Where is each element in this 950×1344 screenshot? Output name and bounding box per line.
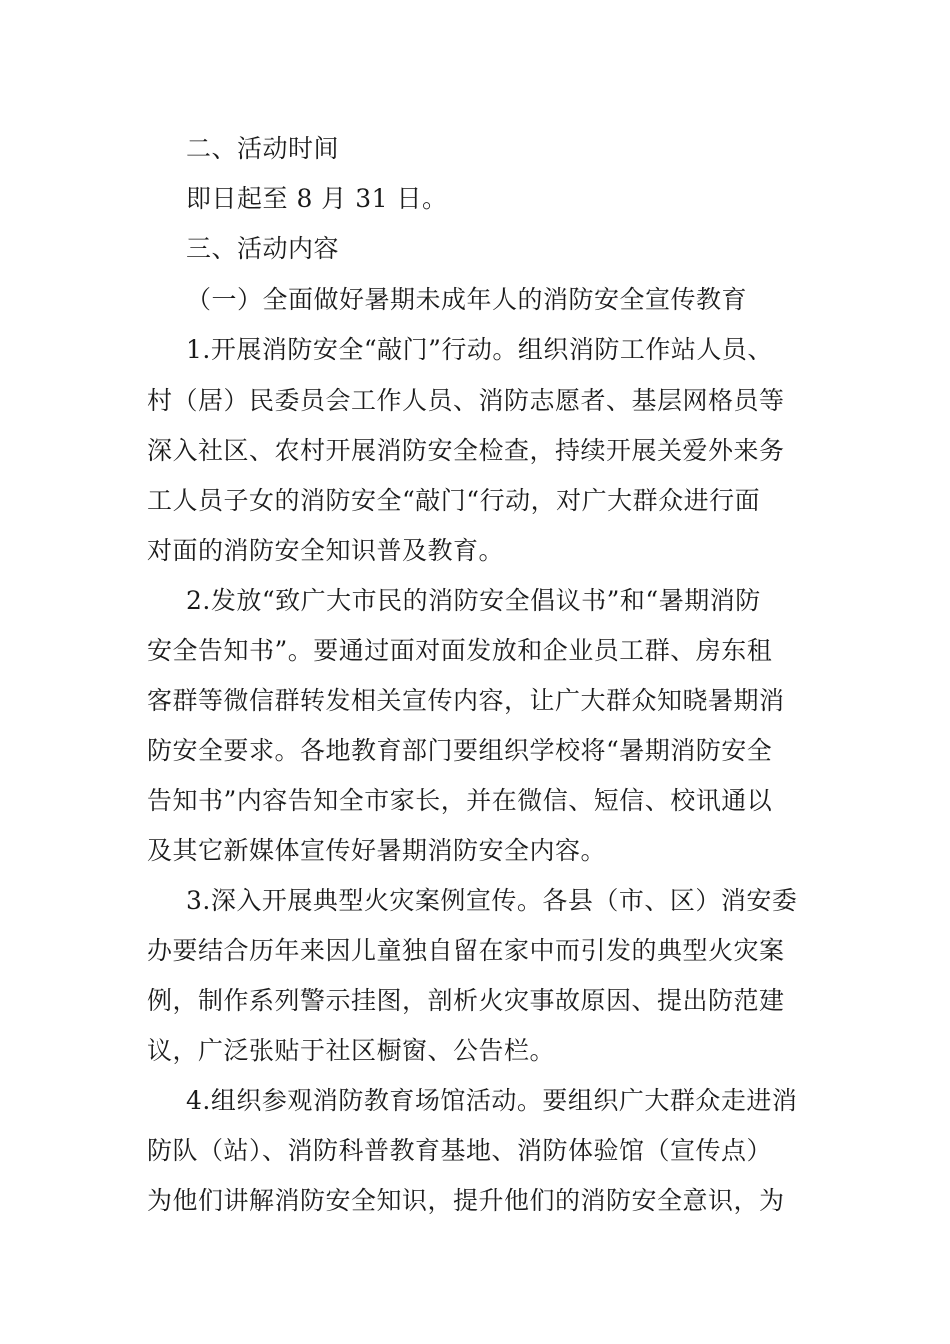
paragraph-2-line: 告知书”内容告知全市家长，并在微信、短信、校讯通以 xyxy=(147,786,773,815)
paragraph-3-line: 例，制作系列警示挂图，剖析火灾事故原因、提出防范建 xyxy=(147,986,785,1015)
paragraph-4-line: 防队（站）、消防科普教育基地、消防体验馆（宣传点） xyxy=(147,1136,773,1165)
paragraph-2-line: 及其它新媒体宣传好暑期消防安全内容。 xyxy=(147,836,607,865)
paragraph-2-line: 安全告知书”。要通过面对面发放和企业员工群、房东租 xyxy=(147,636,773,665)
section-heading-activity-time: 二、活动时间 xyxy=(186,134,340,163)
paragraph-1-line: 村（居）民委员会工作人员、消防志愿者、基层网格员等 xyxy=(147,386,785,415)
section-heading-activity-content: 三、活动内容 xyxy=(186,234,340,263)
paragraph-3-line: 3.深入开展典型火灾案例宣传。各县（市、区）消安委 xyxy=(186,886,798,915)
paragraph-2-line: 2.发放“致广大市民的消防安全倡议书”和“暑期消防 xyxy=(186,586,761,615)
paragraph-2-line: 防安全要求。各地教育部门要组织学校将“暑期消防安全 xyxy=(147,736,773,765)
subsection-heading-1: （一）全面做好暑期未成年人的消防安全宣传教育 xyxy=(186,285,748,314)
paragraph-3-line: 议，广泛张贴于社区橱窗、公告栏。 xyxy=(147,1036,556,1065)
paragraph-1-line: 1.开展消防安全“敲门”行动。组织消防工作站人员、 xyxy=(186,335,773,364)
paragraph-1-line: 工人员子女的消防安全“敲门“行动，对广大群众进行面 xyxy=(147,486,761,515)
paragraph-4-line: 为他们讲解消防安全知识，提升他们的消防安全意识，为 xyxy=(147,1186,785,1215)
paragraph-2-line: 客群等微信群转发相关宣传内容，让广大群众知晓暑期消 xyxy=(147,686,785,715)
activity-time-text: 即日起至 8 月 31 日。 xyxy=(186,184,448,213)
paragraph-3-line: 办要结合历年来因儿童独自留在家中而引发的典型火灾案 xyxy=(147,936,785,965)
paragraph-1-line: 深入社区、农村开展消防安全检查，持续开展关爱外来务 xyxy=(147,436,785,465)
paragraph-1-line: 对面的消防安全知识普及教育。 xyxy=(147,536,505,565)
paragraph-4-line: 4.组织参观消防教育场馆活动。要组织广大群众走进消 xyxy=(186,1086,798,1115)
